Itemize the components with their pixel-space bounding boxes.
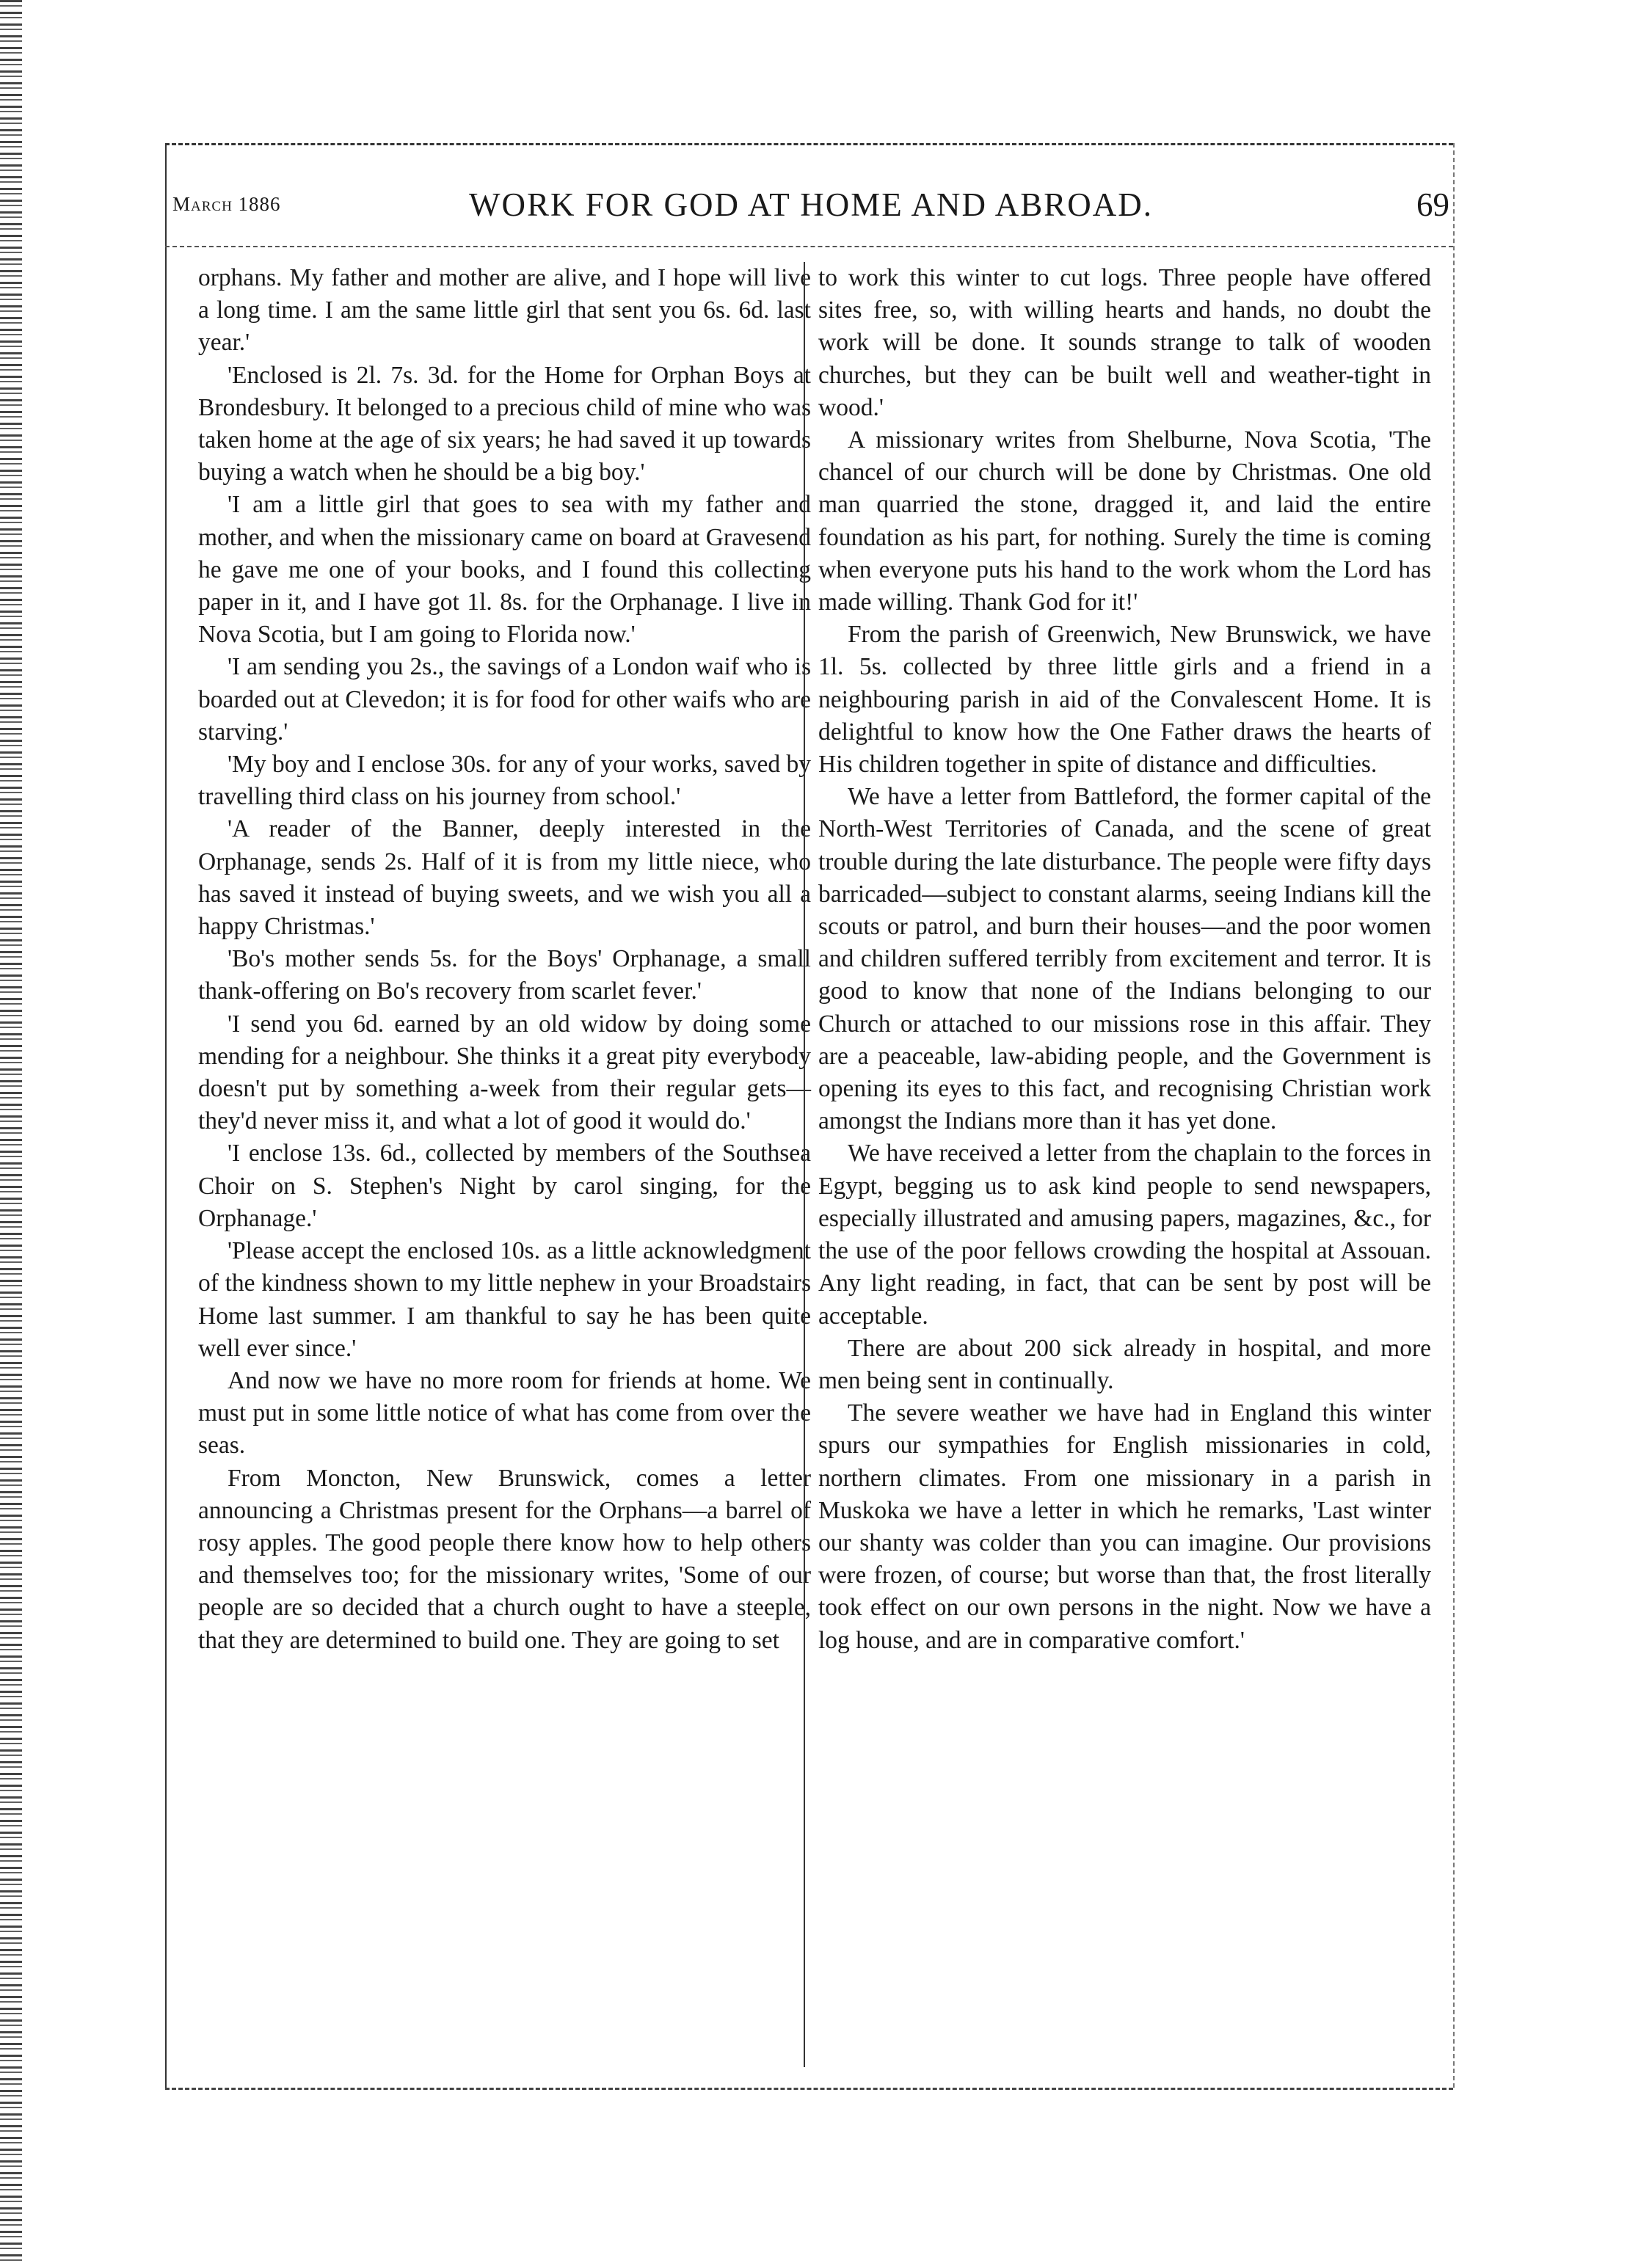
paragraph: There are about 200 sick already in hospital, and more men being sent in continually.: [818, 1334, 1431, 1394]
paragraph: We have a letter from Battleford, the former capital of the North-West Territories of Canada, and the scene of great trouble during the late disturbance. The people were fifty days barricaded—subject to constant alarms, seeing Indians kill the scouts or patrol, and burn their houses—and the poor women and children suffered terribly from excitement and terror. It is good to know that none of the Indians belonging to our Church or attached to our missions rose in this affair. They are a peaceable, law-abiding people, and the Government is opening its eyes to this fact, and recognising Christian work amongst the Indians more than it has yet done.: [818, 783, 1431, 1135]
paragraph: A missionary writes from Shelburne, Nova Scotia, 'The chancel of our church will be done by Christmas. One old man quarried the stone, dragged it, and laid the entire foundation as his part, for nothing. Surely the time is coming when everyone puts his hand to the work whom the Lord has made willing. Thank God for it!': [818, 426, 1431, 616]
left-column: [198, 262, 811, 1657]
paragraph: 'I send you 6d. earned by an old widow by doing some mending for a neighbour. She thinks it a great pity everybody doesn't put by something a-week from their regular gets—they'd never miss it, and what a lot of good it would do.': [198, 1010, 811, 1135]
column-divider: [804, 262, 805, 2067]
paragraph: We have received a letter from the chaplain to the forces in Egypt, begging us to ask kind people to send newspapers, especially illustrated and amusing papers, magazines, &c., for the use of the poor fellows crowding the hospital at Assouan. Any light reading, in fact, that can be sent by post will be acceptable.: [818, 1140, 1431, 1330]
paragraph: 'My boy and I enclose 30s. for any of your works, saved by travelling third class on his journey from school.': [198, 751, 811, 811]
paragraph: 'I am sending you 2s., the savings of a London waif who is boarded out at Clevedon; it is for food for other waifs who are starving.': [198, 653, 811, 746]
binding-edge: [0, 0, 22, 2266]
top-rule: [165, 143, 1453, 145]
header-date: March 1886: [172, 193, 281, 215]
paragraph: 'I enclose 13s. 6d., collected by members of the Southsea Choir on S. Stephen's Night by carol singing, for the Orphanage.': [198, 1140, 811, 1232]
running-head: [172, 186, 1449, 230]
paragraph: 'Enclosed is 2l. 7s. 3d. for the Home for Orphan Boys at Brondesbury. It belonged to a precious child of mine who was taken home at the age of six years; he had saved it up towards buying a watch when he should be a big boy.': [198, 361, 811, 487]
bottom-rule: [165, 2088, 1453, 2090]
paragraph: From the parish of Greenwich, New Brunswick, we have 1l. 5s. collected by three little girls and a friend in a neighbouring parish in aid of the Convalescent Home. It is delightful to know how the One Father draws the hearts of His children together in spite of distance and difficulties.: [818, 621, 1431, 779]
left-frame-rule: [165, 143, 167, 2088]
paragraph: From Moncton, New Brunswick, comes a letter announcing a Christmas present for the Orphans—a barrel of rosy apples. The good people there know how to help others and themselves too; for the missionary writes, 'Some of our people are so decided that a church ought to have a steeple, that they are determined to build one. They are going to set: [198, 1464, 811, 1654]
header-title: WORK FOR GOD AT HOME AND ABROAD.: [468, 186, 1153, 223]
paragraph: orphans. My father and mother are alive, and I hope will live a long time. I am the same little girl that sent you 6s. 6d. last year.': [198, 264, 811, 357]
paragraph: 'Please accept the enclosed 10s. as a little acknowledgment of the kindness shown to my little nephew in your Broadstairs Home last summer. I am thankful to say he has been quite well ever since.': [198, 1237, 811, 1362]
right-column: [818, 262, 1431, 1657]
paragraph: 'Bo's mother sends 5s. for the Boys' Orphanage, a small thank-offering on Bo's recovery from scarlet fever.': [198, 945, 811, 1005]
page-number: 69: [1416, 186, 1449, 223]
paragraph: to work this winter to cut logs. Three people have offered sites free, so, with willing hearts and hands, no doubt the work will be done. It sounds strange to talk of wooden churches, but they can be built well and weather-tight in wood.': [818, 264, 1431, 421]
paragraph: 'A reader of the Banner, deeply interested in the Orphanage, sends 2s. Half of it is from my little niece, who has saved it instead of buying sweets, and we wish you all a happy Christmas.': [198, 815, 811, 941]
paragraph: 'I am a little girl that goes to sea with my father and mother, and when the missionary came on board at Gravesend he gave me one of your books, and I found this collecting paper in it, and I have got 1l. 8s. for the Orphanage. I live in Nova Scotia, but I am going to Florida now.': [198, 491, 811, 649]
paragraph: And now we have no more room for friends at home. We must put in some little notice of what has come from over the seas.: [198, 1366, 811, 1460]
page: [165, 143, 1457, 2117]
right-frame-rule: [1453, 143, 1455, 2088]
header-rule: [165, 246, 1453, 247]
paragraph: The severe weather we have had in England this winter spurs our sympathies for English missionaries in cold, northern climates. From one missionary in a parish in Muskoka we have a letter in which he remarks, 'Last winter our shanty was colder than you can imagine. Our provisions were frozen, of course; but worse than that, the frost literally took effect on our own persons in the night. Now we have a log house, and are in comparative comfort.': [818, 1399, 1431, 1654]
